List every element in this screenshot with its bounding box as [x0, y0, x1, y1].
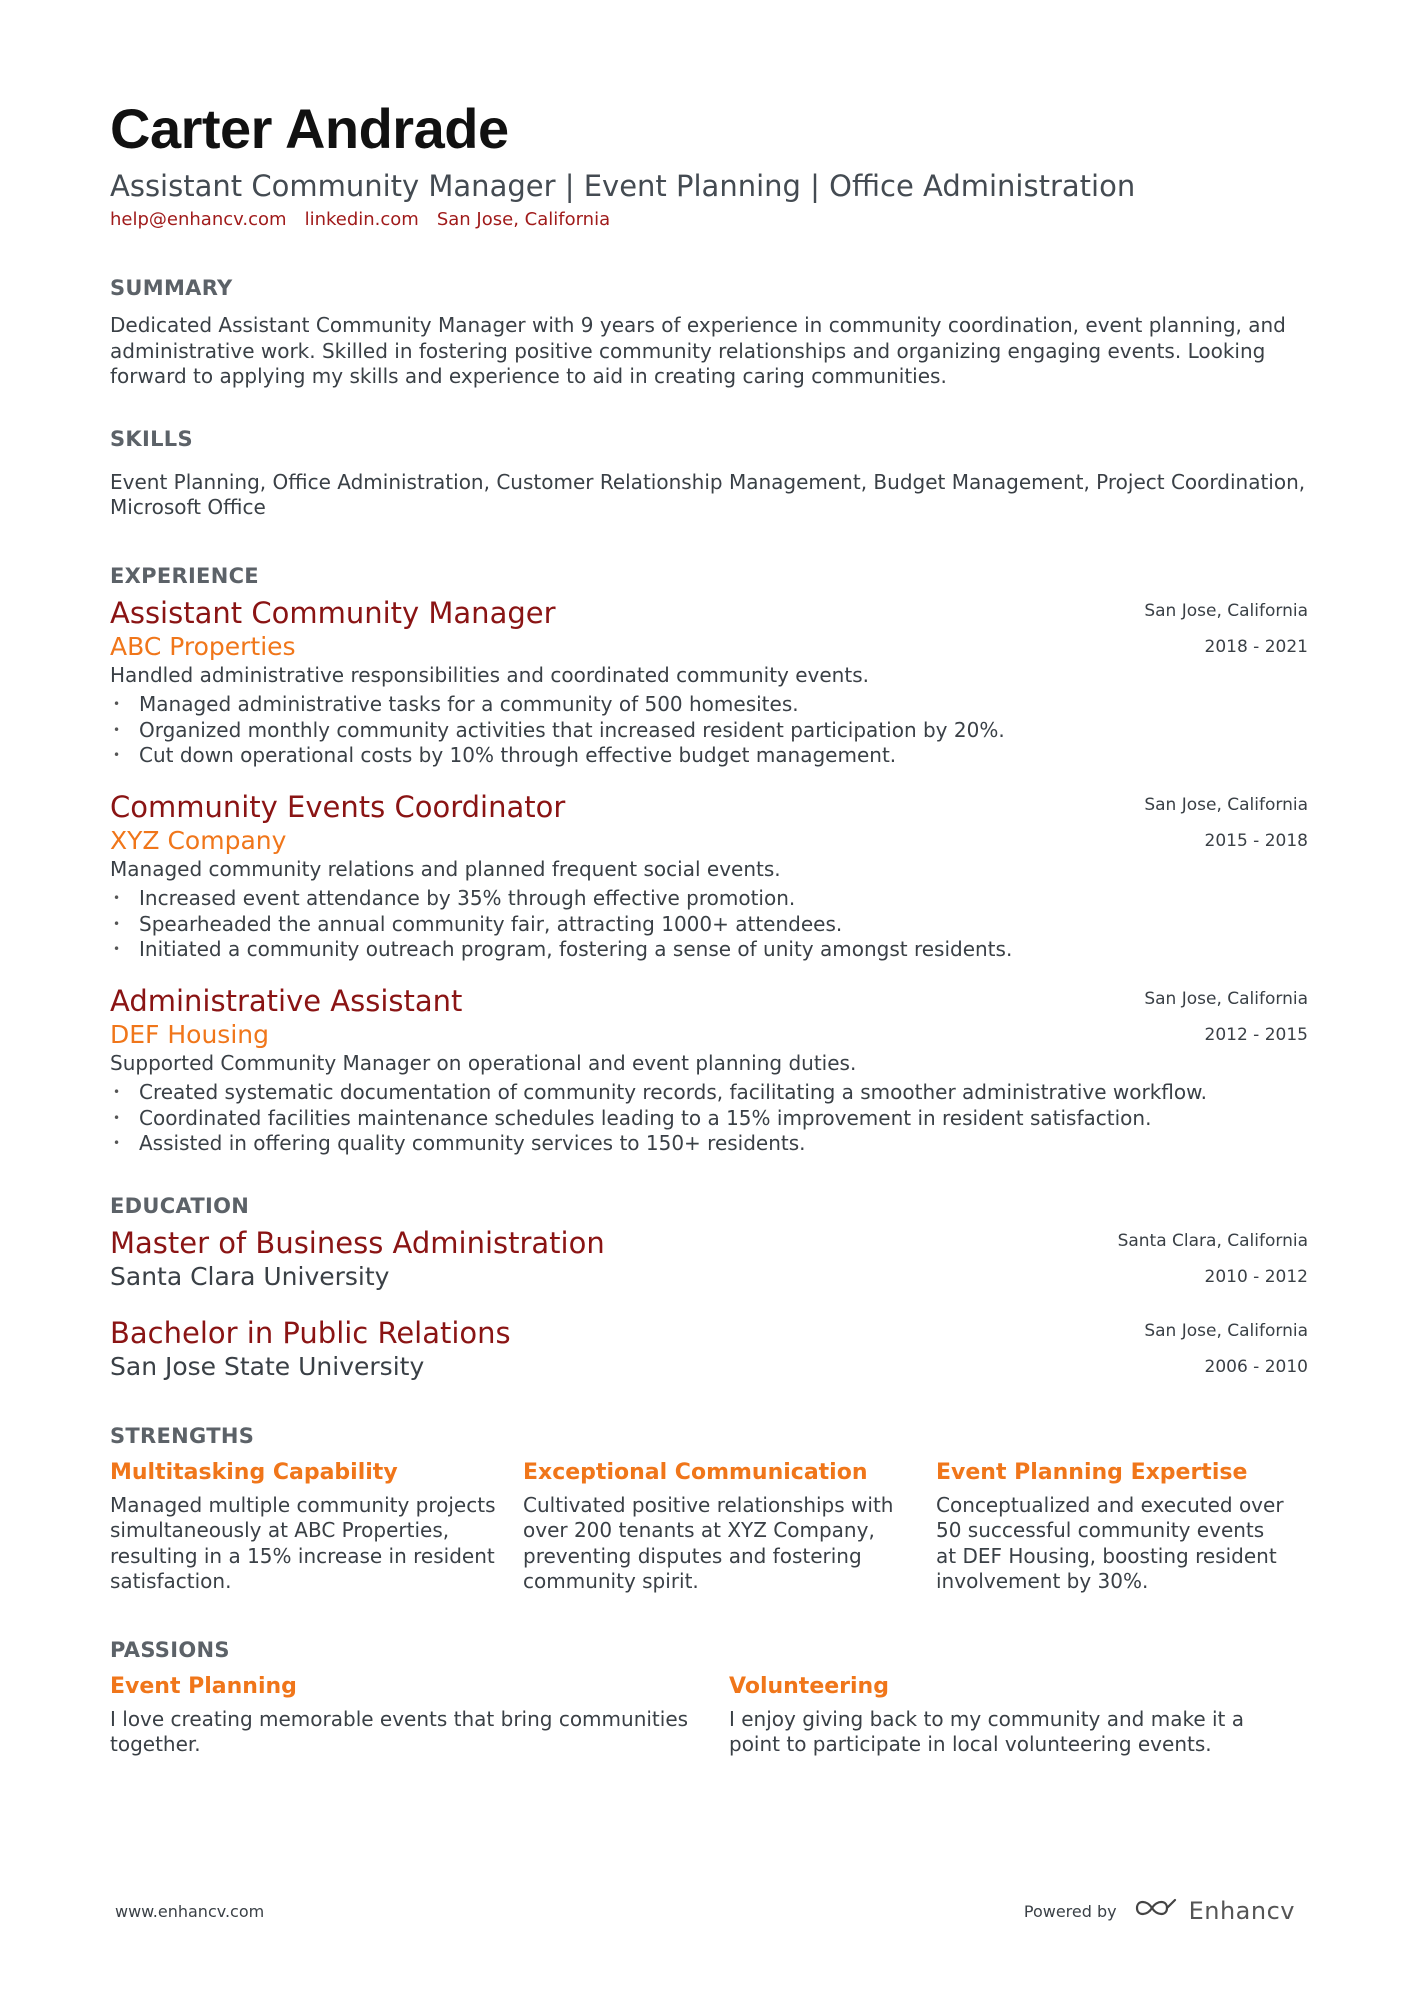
job-dates: 2012 - 2015	[1204, 1024, 1308, 1045]
enhancv-brand[interactable]	[1133, 1896, 1295, 1926]
enhancv-brand-name: Enhancv	[1188, 1897, 1295, 1925]
job-bullets	[110, 692, 1308, 769]
experience-entry	[110, 789, 1308, 963]
job-meta	[1144, 787, 1308, 859]
job-dates: 2015 - 2018	[1204, 830, 1308, 851]
skills-title: SKILLS	[110, 426, 193, 451]
passion-card	[729, 1673, 1308, 1758]
skills-section	[110, 426, 1308, 521]
education-entry	[110, 1225, 1308, 1293]
strengths-title: STRENGTHS	[110, 1423, 255, 1448]
strength-card	[110, 1459, 523, 1595]
education-dates: 2010 - 2012	[1204, 1266, 1308, 1287]
page-footer	[115, 1896, 1295, 1926]
passions-title: PASSIONS	[110, 1637, 230, 1662]
summary-title: SUMMARY	[110, 276, 233, 300]
strength-text: Managed multiple community projects simultaneously at ABC Properties, resulting in a 15% increase in resident satisfaction.	[110, 1492, 496, 1593]
strength-text: Cultivated positive relationships with over 200 tenants at XYZ Company, preventing disputes and fostering community spirit.	[523, 1492, 894, 1593]
experience-section	[110, 563, 1308, 1157]
enhancv-logo-icon	[1133, 1896, 1179, 1926]
job-location: San Jose, California	[1144, 988, 1308, 1009]
job-bullets	[110, 886, 1308, 963]
strengths-grid	[110, 1459, 1308, 1595]
job-location: San Jose, California	[1144, 600, 1308, 621]
skills-text: Event Planning, Office Administration, Customer Relationship Management, Budget Management, Project Coordination, Microsoft Office	[110, 469, 1306, 519]
bullet-item: • Coordinated facilities maintenance schedules leading to a 15% improvement in resident satisfaction.	[110, 1106, 1308, 1132]
resume-page	[110, 95, 1308, 1758]
passions-section	[110, 1637, 1308, 1758]
linkedin-link[interactable]: linkedin.com	[304, 209, 419, 230]
job-meta	[1144, 593, 1308, 665]
experience-entry	[110, 983, 1308, 1157]
strengths-section	[110, 1423, 1308, 1595]
company-name: XYZ Company	[110, 825, 287, 855]
job-bullets	[110, 1080, 1308, 1157]
education-location: San Jose, California	[1144, 1320, 1308, 1341]
education-dates: 2006 - 2010	[1204, 1356, 1308, 1377]
bullet-item: • Assisted in offering quality community services to 150+ residents.	[110, 1131, 1308, 1157]
passion-text: I enjoy giving back to my community and make it a point to participate in local volunteering events.	[729, 1706, 1244, 1756]
education-title: EDUCATION	[110, 1193, 250, 1218]
summary-section	[110, 275, 1308, 390]
job-description: Handled administrative responsibilities and coordinated community events.	[110, 662, 869, 687]
education-location: Santa Clara, California	[1117, 1230, 1308, 1251]
company-name: DEF Housing	[110, 1019, 269, 1049]
job-title: Administrative Assistant	[110, 983, 463, 1018]
footer-branding	[1024, 1896, 1295, 1926]
school-name: San Jose State University	[110, 1351, 425, 1381]
education-entry	[110, 1315, 1308, 1383]
passion-card	[110, 1673, 729, 1758]
bullet-item: • Increased event attendance by 35% through effective promotion.	[110, 886, 1308, 912]
location-text: San Jose, California	[436, 209, 611, 230]
candidate-headline: Assistant Community Manager | Event Planning | Office Administration	[110, 169, 1136, 203]
strength-text: Conceptualized and executed over 50 successful community events at DEF Housing, boosting resident involvement by 30%.	[936, 1492, 1284, 1593]
school-name: Santa Clara University	[110, 1261, 390, 1291]
passions-grid	[110, 1673, 1308, 1758]
passion-text: I love creating memorable events that bring communities together.	[110, 1706, 689, 1756]
bullet-item: • Initiated a community outreach program, fostering a sense of unity amongst residents.	[110, 937, 1308, 963]
job-meta	[1144, 981, 1308, 1053]
resume-header	[110, 95, 1308, 231]
footer-website-link[interactable]: www.enhancv.com	[115, 1902, 265, 1921]
strength-card	[523, 1459, 936, 1595]
passion-title: Event Planning	[110, 1673, 297, 1699]
degree-title: Bachelor in Public Relations	[110, 1315, 511, 1350]
experience-title: EXPERIENCE	[110, 563, 259, 588]
experience-entry	[110, 595, 1308, 769]
strength-card	[936, 1459, 1308, 1595]
passion-title: Volunteering	[729, 1673, 889, 1699]
bullet-item: • Managed administrative tasks for a community of 500 homesites.	[110, 692, 1308, 718]
bullet-item: • Cut down operational costs by 10% through effective budget management.	[110, 743, 1308, 769]
candidate-name: Carter Andrade	[110, 97, 509, 160]
strength-title: Event Planning Expertise	[936, 1459, 1248, 1485]
strength-title: Multitasking Capability	[110, 1459, 398, 1485]
contact-info	[110, 209, 1308, 231]
job-title: Community Events Coordinator	[110, 789, 566, 824]
education-meta	[1118, 1223, 1308, 1295]
degree-title: Master of Business Administration	[110, 1225, 605, 1260]
job-description: Managed community relations and planned frequent social events.	[110, 856, 781, 881]
summary-text: Dedicated Assistant Community Manager with 9 years of experience in community coordination, event planning, and administrative work. Skilled in fostering positive community relationships and organizing engaging events. Looking forward to applying my skills and experience to aid in creating caring communities.	[110, 313, 1286, 388]
powered-by-text: Powered by	[1023, 1901, 1117, 1921]
bullet-item: • Organized monthly community activities that increased resident participation by 20%.	[110, 718, 1308, 744]
job-location: San Jose, California	[1144, 794, 1308, 815]
education-section	[110, 1193, 1308, 1383]
bullet-item: • Spearheaded the annual community fair, attracting 1000+ attendees.	[110, 912, 1308, 938]
company-name: ABC Properties	[110, 631, 296, 661]
job-dates: 2018 - 2021	[1204, 636, 1308, 657]
email-link[interactable]: help@enhancv.com	[110, 209, 287, 230]
job-description: Supported Community Manager on operational and event planning duties.	[110, 1050, 857, 1075]
education-meta	[1144, 1313, 1308, 1385]
bullet-item: • Created systematic documentation of community records, facilitating a smoother administrative workflow.	[110, 1080, 1308, 1106]
strength-title: Exceptional Communication	[523, 1459, 868, 1485]
job-title: Assistant Community Manager	[110, 595, 556, 630]
